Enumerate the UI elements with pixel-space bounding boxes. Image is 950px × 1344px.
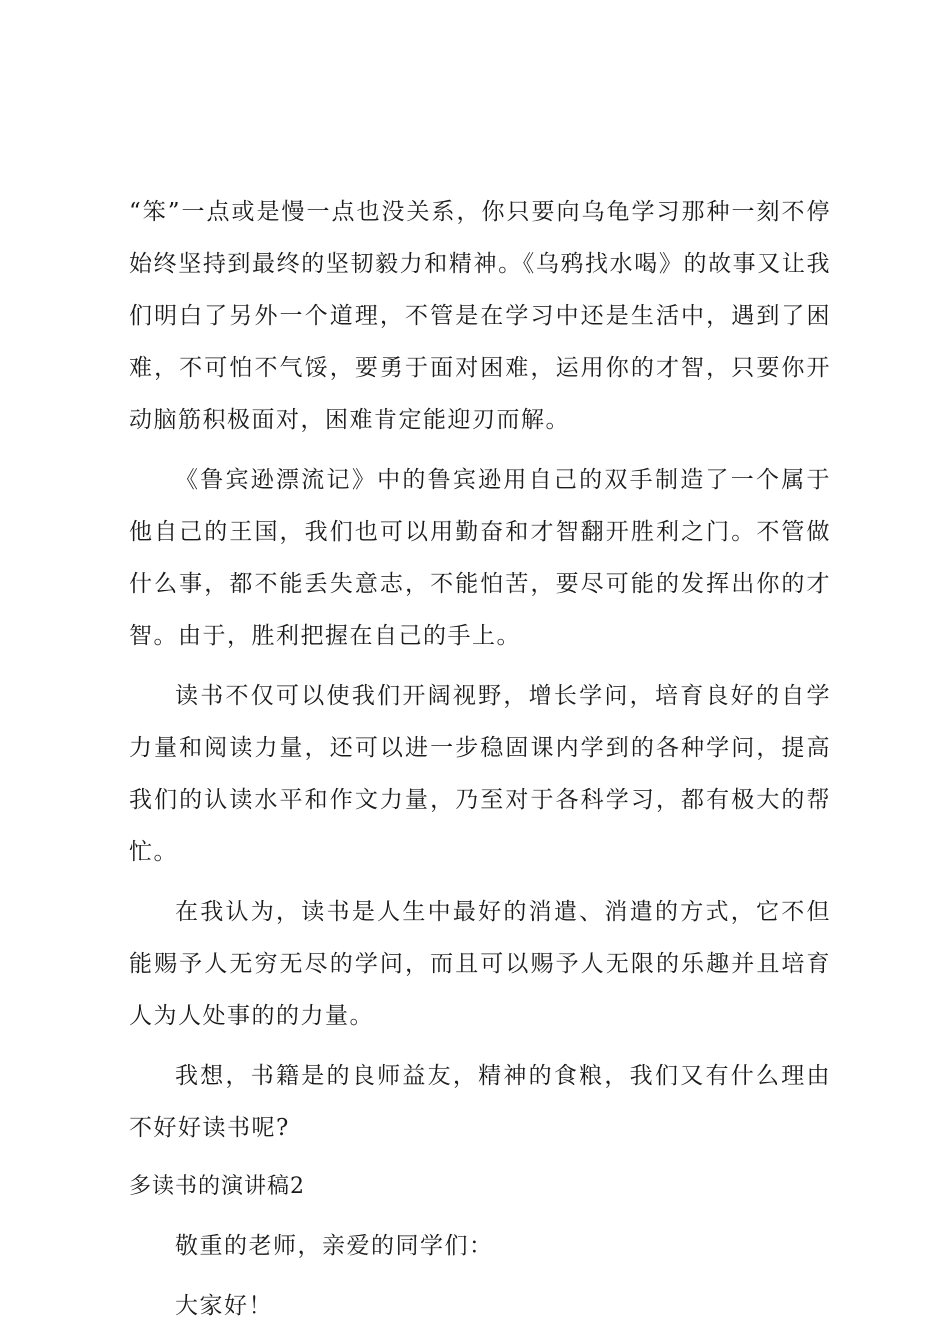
paragraph-reading-pastime: 在我认为，读书是人生中最好的消遣、消遣的方式，它不但能赐予人无穷无尽的学问，而且可以赐予人无限的乐趣并且培育人为人处事的的力量。 xyxy=(129,899,831,1029)
paragraph-reading-benefits: 读书不仅可以使我们开阔视野，增长学问，培育良好的自学力量和阅读力量，还可以进一步稳固课内学到的各种学问，提高我们的认读水平和作文力量，乃至对于各科学习，都有极大的帮忙。 xyxy=(129,683,831,865)
section-heading: 多读书的演讲稿2 xyxy=(129,1174,305,1199)
greeting: 大家好！ xyxy=(175,1293,273,1319)
paragraph-books-friends: 我想，书籍是的良师益友，精神的食粮，我们又有什么理由不好好读书呢? xyxy=(129,1063,831,1141)
paragraph-continuation: “笨”一点或是慢一点也没关系，你只要向乌龟学习那种一刻不停始终坚持到最终的坚韧毅力和精神。《乌鸦找水喝》的故事又让我们明白了另外一个道理，不管是在学习中还是生活中，遇到了困难，不可怕不气馁，要勇于面对困难，运用你的才智，只要你开动脑筋积极面对，困难肯定能迎刃而解。 xyxy=(129,199,831,433)
salutation: 敬重的老师，亲爱的同学们： xyxy=(175,1233,494,1259)
document-body xyxy=(129,186,831,1332)
paragraph-robinson: 《鲁宾逊漂流记》中的鲁宾逊用自己的双手制造了一个属于他自己的王国，我们也可以用勤奋和才智翻开胜利之门。不管做什么事，都不能丢失意志，不能怕苦，要尽可能的发挥出你的才智。由于，胜利把握在自己的手上。 xyxy=(129,467,831,649)
